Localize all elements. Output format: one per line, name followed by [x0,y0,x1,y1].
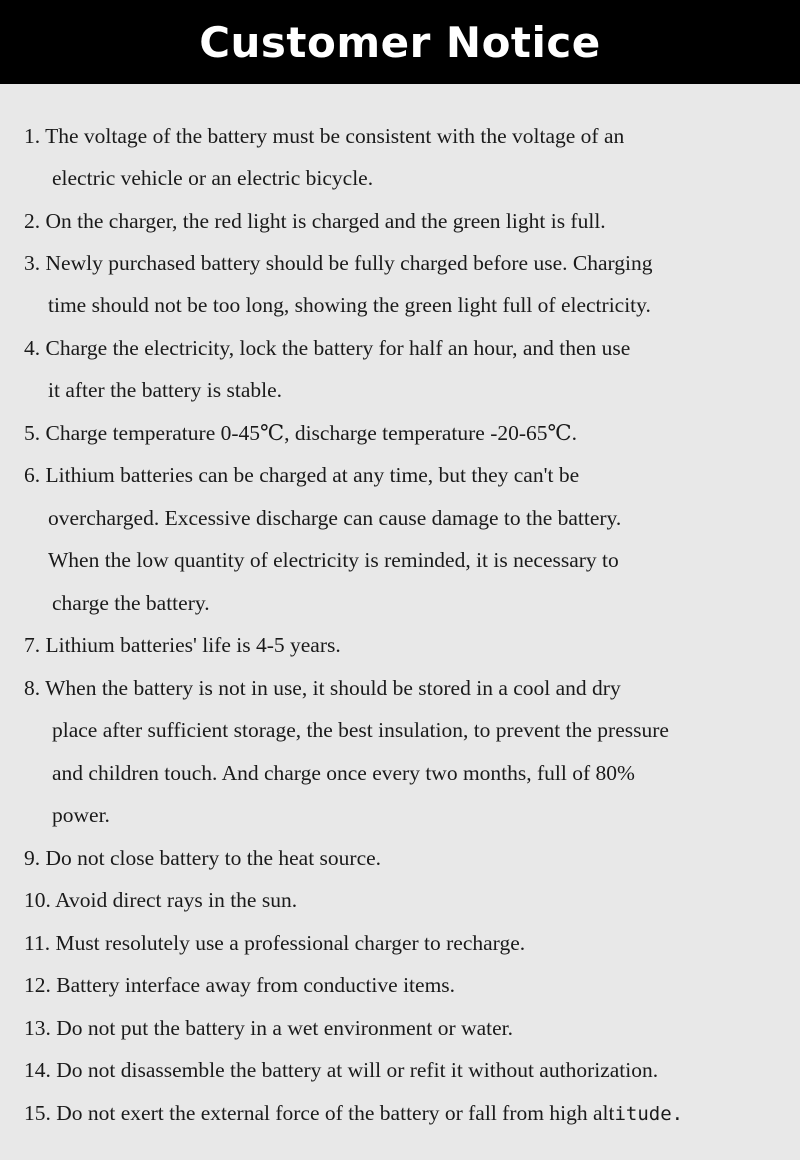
notice-item-8-continued: power. [52,803,110,827]
notice-item-12: 12. Battery interface away from conductive items. [24,973,456,997]
notice-item-6-continued: When the low quantity of electricity is reminded, it is necessary to [48,548,619,572]
notice-item-6: 6. Lithium batteries can be charged at any time, but they can't be [24,463,580,487]
notice-item-9: 9. Do not close battery to the heat source. [24,846,382,870]
notice-item-8-continued: place after sufficient storage, the best insulation, to prevent the pressure [52,718,669,742]
notice-item-14: 14. Do not disassemble the battery at will or refit it without authorization. [24,1058,659,1082]
notice-item-15-text: 15. Do not exert the external force of the battery or fall from high alt [24,1101,615,1125]
notice-item-6-continued: charge the battery. [52,591,210,615]
notice-item-1: 1. The voltage of the battery must be consistent with the voltage of an [24,124,625,148]
notice-item-8: 8. When the battery is not in use, it should be stored in a cool and dry [24,676,621,700]
notice-item-1-continued: electric vehicle or an electric bicycle. [52,166,374,190]
notice-item-5: 5. Charge temperature 0-45℃, discharge temperature -20-65℃. [24,421,577,445]
page-title: Customer Notice [199,17,601,67]
notice-item-13: 13. Do not put the battery in a wet environment or water. [24,1016,513,1040]
notice-item-3: 3. Newly purchased battery should be fully charged before use. Charging [24,251,653,275]
notice-item-15-tail: itude. [614,1103,684,1125]
notice-item-6-continued: overcharged. Excessive discharge can cause damage to the battery. [48,506,622,530]
notice-list [0,84,800,1160]
notice-item-4: 4. Charge the electricity, lock the battery for half an hour, and then use [24,336,631,360]
notice-item-2: 2. On the charger, the red light is charged and the green light is full. [24,209,606,233]
notice-item-11: 11. Must resolutely use a professional charger to recharge. [24,931,526,955]
notice-item-10: 10. Avoid direct rays in the sun. [24,888,298,912]
header-bar [0,0,800,84]
notice-item-15 [24,1100,683,1127]
notice-item-3-continued: time should not be too long, showing the green light full of electricity. [48,293,651,317]
notice-item-4-continued: it after the battery is stable. [48,378,283,402]
notice-item-8-continued: and children touch. And charge once every two months, full of 80% [52,761,635,785]
notice-item-7: 7. Lithium batteries' life is 4-5 years. [24,633,341,657]
